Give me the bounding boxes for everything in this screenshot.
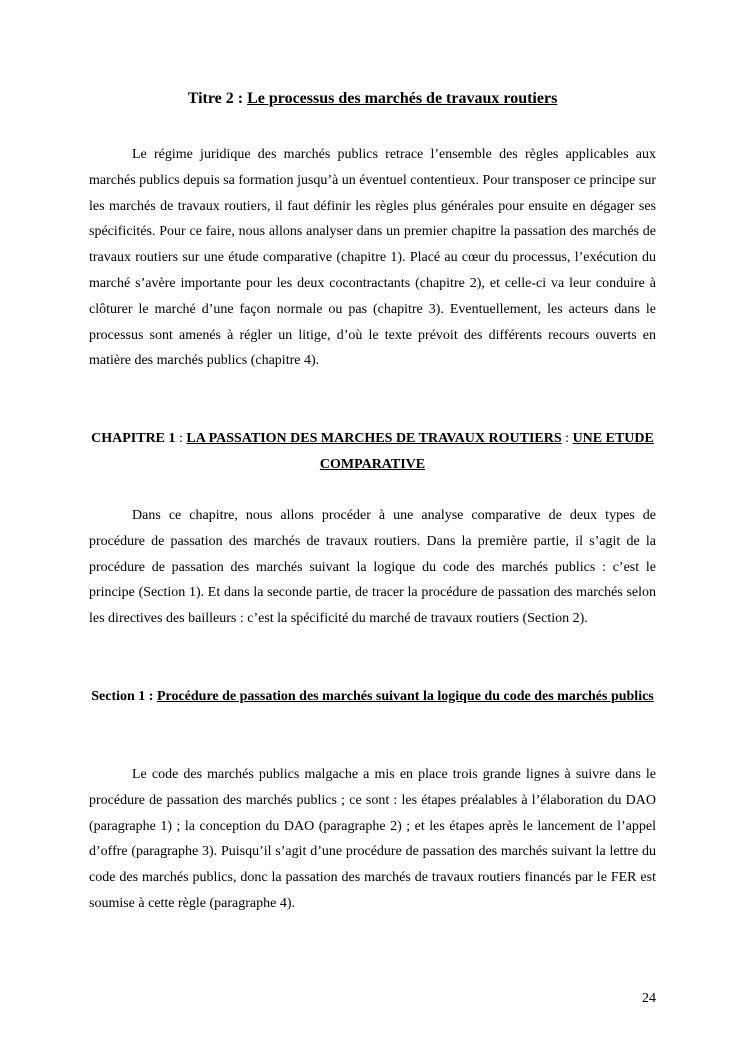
chapter-paragraph: Dans ce chapitre, nous allons procéder à une analyse comparative de deux types de procédure de passation des marchés de travaux routiers. Dans la première partie, il s’agit de la procédure de passation des marchés suivant la logique du code des marchés publics : c’est le principe (Section 1). Et dans la seconde partie, de tracer la procédure de passation des marchés selon les directives des bailleurs : c’est la spécificité du marché de travaux routiers (Section 2). bbox=[89, 508, 656, 627]
section-label: Section 1 : bbox=[91, 689, 157, 704]
chapter-separator: : bbox=[175, 431, 187, 446]
section-title: Procédure de passation des marchés suivant la logique du code des marchés publics bbox=[156, 689, 654, 704]
section-heading bbox=[89, 684, 656, 710]
intro-paragraph: Le régime juridique des marchés publics retrace l’ensemble des règles applicables aux marchés publics depuis sa formation jusqu’à un éventuel contentieux. Pour transposer ce principe sur les marchés de travaux routiers, il faut définir les règles plus générales pour ensuite en dégager ses spécificités. Pour ce faire, nous allons analyser dans un premier chapitre la passation des marchés de travaux routiers sur une étude comparative (chapitre 1). Placé au cœur du processus, l’exécution du marché s’avère importante pour les deux cocontractants (chapitre 2), et celle-ci va leur conduire à clôturer le marché d’une façon normale ou pas (chapitre 3). Eventuellement, les acteurs dans le processus sont amenés à régler un litige, d’où le texte prévoit des différents recours ouverts en matière des marchés publics (chapitre 4). bbox=[89, 147, 656, 369]
page-title bbox=[89, 88, 656, 110]
section-paragraph: Le code des marchés publics malgache a mis en place trois grande lignes à suivre dans le procédure de passation des marchés publics ; ce sont : les étapes préalables à l’élaboration du DAO (paragraphe 1) ; la conception du DAO (paragraphe 2) ; et les étapes après le lancement de l’appel d’offre (paragraphe 3). Puisqu’il s’agit d’une procédure de passation des marchés suivant la lettre du code des marchés publics, donc la passation des marchés de travaux routiers financés par le FER est soumise à cette règle (paragraphe 4). bbox=[89, 767, 656, 911]
page-number: 24 bbox=[642, 991, 656, 1006]
chapter-heading bbox=[89, 426, 656, 478]
chapter-subtitle: UNE ETUDE COMPARATIVE bbox=[319, 431, 654, 472]
chapter-title: LA PASSATION DES MARCHES DE TRAVAUX ROUTIERS bbox=[186, 431, 562, 446]
chapter-label: CHAPITRE 1 bbox=[91, 431, 176, 446]
title-text: Le processus des marchés de travaux routiers bbox=[247, 90, 558, 107]
title-prefix: Titre 2 : bbox=[187, 90, 248, 107]
chapter-separator-2: : bbox=[561, 431, 573, 446]
